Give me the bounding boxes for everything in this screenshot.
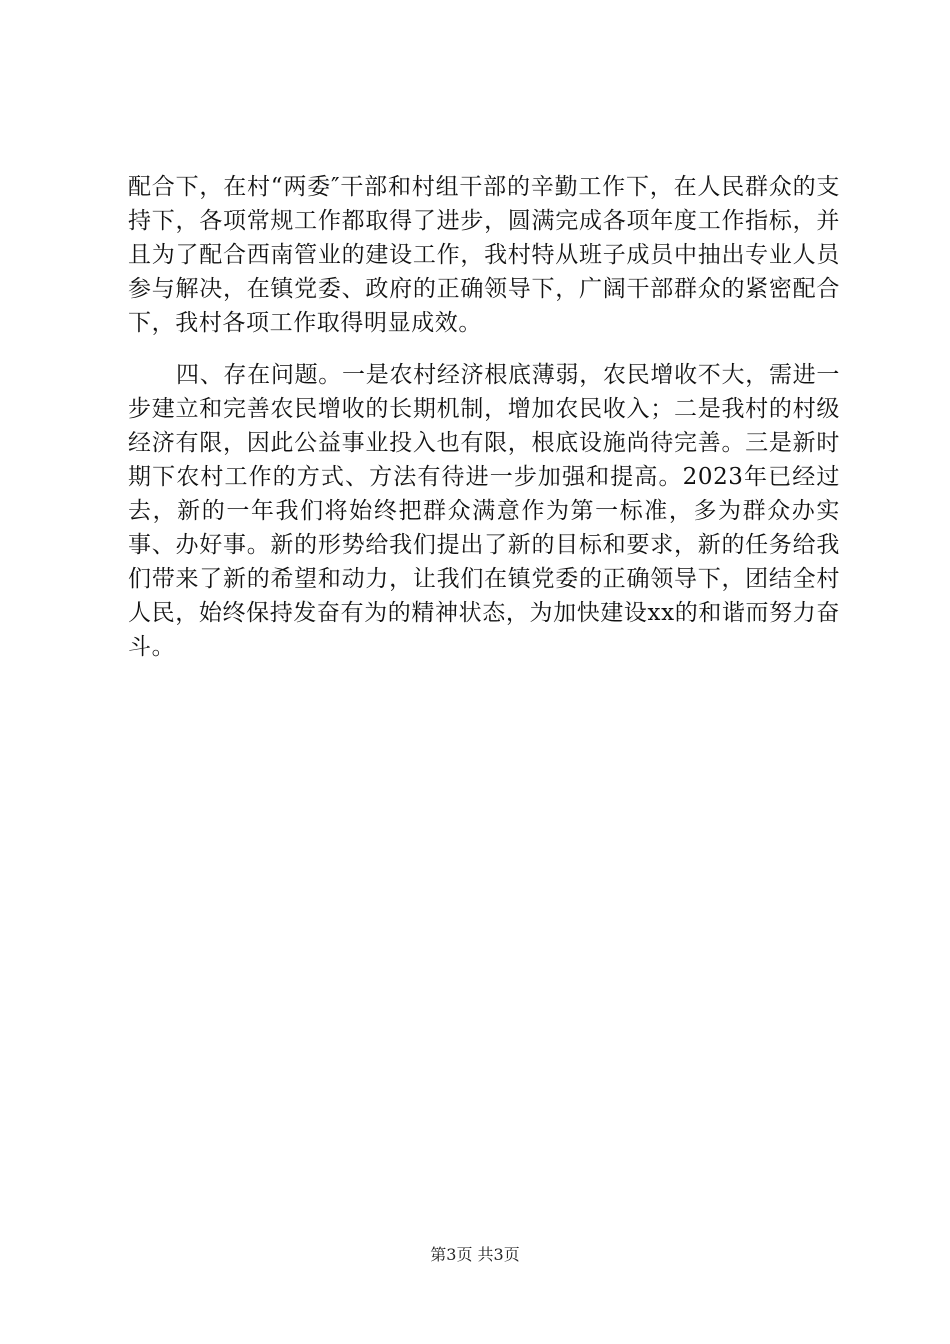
paragraph-problems: 四、存在问题。一是农村经济根底薄弱，农民增收不大，需进一步建立和完善农民增收的长期机制，增加农民收入；二是我村的村级经济有限，因此公益事业投入也有限，根底设施尚待完善。三是新时期下农村工作的方式、方法有待进一步加强和提高。2023年已经过去，新的一年我们将始终把群众满意作为第一标准，多为群众办实事、办好事。新的形势给我们提出了新的目标和要求，新的任务给我们带来了新的希望和动力，让我们在镇党委的正确领导下，团结全村人民，始终保持发奋有为的精神状态，为加快建设xx的和谐而努力奋斗。 (128, 362, 840, 660)
paragraph-continuation: 配合下，在村“两委″干部和村组干部的辛勤工作下，在人民群众的支持下，各项常规工作都取得了进步，圆满完成各项年度工作指标，并且为了配合西南管业的建设工作，我村特从班子成员中抽出专业人员参与解决，在镇党委、政府的正确领导下，广阔干部群众的紧密配合下，我村各项工作取得明显成效。 (128, 174, 840, 336)
document-body (128, 170, 840, 664)
page-footer: 第3页 共3页 (430, 1245, 520, 1264)
